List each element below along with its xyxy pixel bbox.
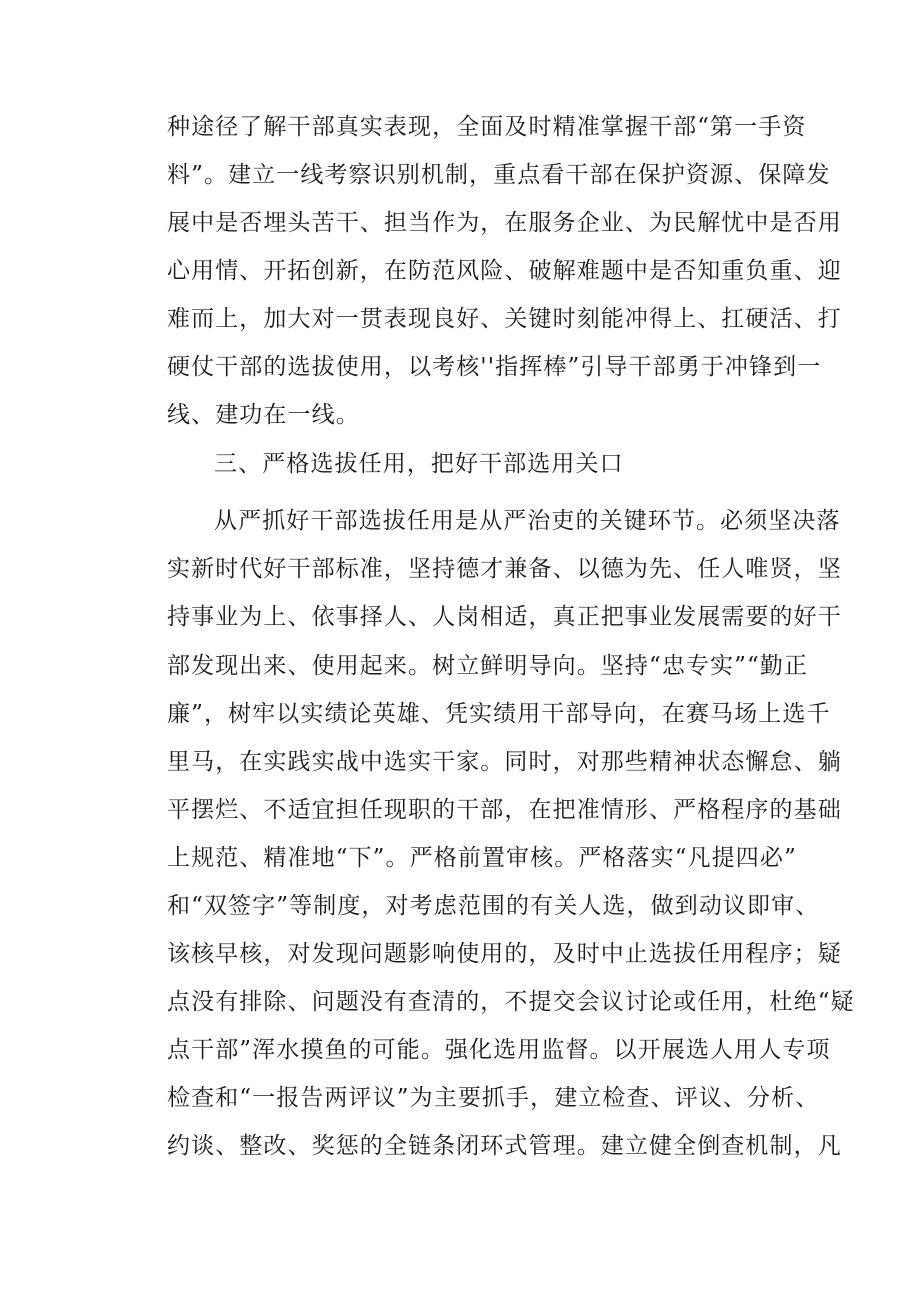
text-line: 约谈、整改、奖惩的全链条闭环式管理。建立健全倒查机制，凡 <box>167 1133 842 1159</box>
text-line: 持事业为上、依事择人、人岗相适，真正把事业发展需要的好干 <box>167 604 842 630</box>
text-line: 线、建功在一线。 <box>167 402 360 428</box>
text-line: 平摆烂、不适宜担任现职的干部，在把准情形、严格程序的基础 <box>167 797 842 823</box>
text-line: 点干部”浑水摸鱼的可能。强化选用监督。以开展选人用人专项 <box>167 1037 831 1063</box>
text-line: 和“双签字”等制度，对考虑范围的有关人选，做到动议即审、 <box>167 893 820 919</box>
section-heading: 三、严格选拔任用，把好干部选用关口 <box>214 451 624 477</box>
text-line: 种途径了解干部真实表现，全面及时精准掌握干部“第一手资 <box>167 114 807 140</box>
text-line: 部发现出来、使用起来。树立鲜明导向。坚持“忠专实”“勤正 <box>167 653 809 679</box>
text-line: 从严抓好干部选拔任用是从严治吏的关键环节。必须坚决落 <box>214 508 841 534</box>
text-line: 点没有排除、问题没有查清的，不提交会议讨论或任用，杜绝“疑 <box>167 989 855 1015</box>
text-line: 料”。建立一线考察识别机制，重点看干部在保护资源、保障发 <box>167 162 831 188</box>
text-line: 里马，在实践实战中选实干家。同时，对那些精神状态懈怠、躺 <box>167 749 842 775</box>
text-line: 实新时代好干部标准，坚持德才兼备、以德为先、任人唯贤，坚 <box>167 556 842 582</box>
text-line: 心用情、开拓创新，在防范风险、破解难题中是否知重负重、迎 <box>167 258 842 284</box>
text-line: 硬仗干部的选拔使用，以考核''指挥棒”引导干部勇于冲锋到一 <box>167 354 822 380</box>
text-line: 该核早核，对发现问题影响使用的，及时中止选拔任用程序；疑 <box>167 941 842 967</box>
text-line: 廉”，树牢以实绩论英雄、凭实绩用干部导向，在赛马场上选千 <box>167 701 831 727</box>
text-line: 展中是否埋头苦干、担当作为，在服务企业、为民解忧中是否用 <box>167 210 842 236</box>
text-line: 难而上，加大对一贯表现良好、关键时刻能冲得上、扛硬活、打 <box>167 306 842 332</box>
text-line: 上规范、精准地“下”。严格前置审核。严格落实“凡提四必” <box>167 845 797 871</box>
text-line: 检查和“一报告两评议”为主要抓手，建立检查、评议、分析、 <box>167 1085 820 1111</box>
